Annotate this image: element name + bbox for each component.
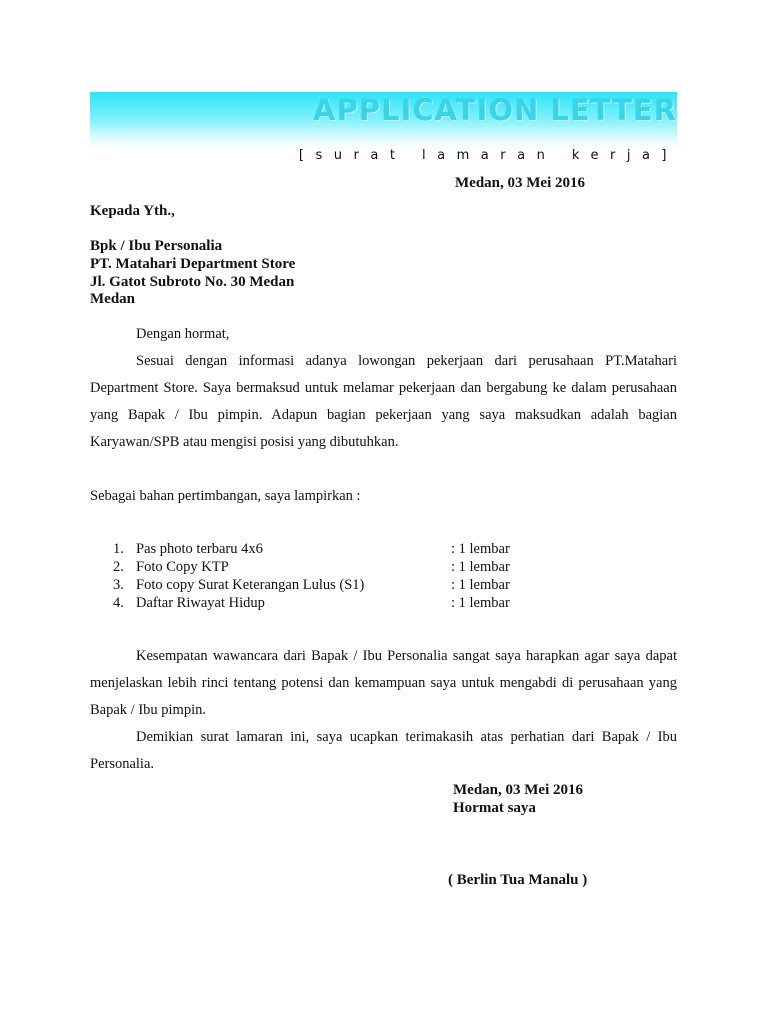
list-item-quantity: : 1 lembar	[451, 541, 510, 557]
list-item-number: 2.	[113, 559, 124, 575]
date-top: Medan, 03 Mei 2016	[455, 175, 585, 191]
title-banner	[90, 92, 677, 149]
list-item-number: 3.	[113, 577, 124, 593]
list-item-label: Foto Copy KTP	[136, 559, 229, 575]
closing-regards: Hormat saya	[453, 800, 536, 816]
list-item-quantity: : 1 lembar	[451, 559, 510, 575]
list-item-label: Daftar Riwayat Hidup	[136, 595, 265, 611]
attachments-intro: Sebagai bahan pertimbangan, saya lampirkan :	[90, 488, 361, 504]
list-item	[107, 540, 567, 558]
letter-title: APPLICATION LETTER	[313, 93, 677, 127]
salutation: Kepada Yth.,	[90, 203, 175, 219]
list-item-quantity: : 1 lembar	[451, 577, 510, 593]
list-item-quantity: : 1 lembar	[451, 595, 510, 611]
paragraph-intro: Sesuai dengan informasi adanya lowongan pekerjaan dari perusahaan PT.Matahari Department Store. Saya bermaksud untuk melamar pekerjaan dan bergabung ke dalam perusahaan yang Bapak / Ibu pimpin. Adapun bagian pekerjaan yang saya maksudkan adalah bagian Karyawan/SPB atau mengisi posisi yang dibutuhkan.	[90, 353, 677, 450]
greeting: Dengan hormat,	[136, 326, 230, 342]
list-item-label: Pas photo terbaru 4x6	[136, 541, 263, 557]
recipient-line-3: Jl. Gatot Subroto No. 30 Medan	[90, 274, 295, 290]
list-item	[107, 558, 567, 576]
recipient-line-2: PT. Matahari Department Store	[90, 256, 296, 272]
paragraph-closing: Demikian surat lamaran ini, saya ucapkan terimakasih atas perhatian dari Bapak / Ibu Personalia.	[90, 729, 677, 772]
list-item-number: 1.	[113, 541, 124, 557]
list-item-number: 4.	[113, 595, 124, 611]
list-item-label: Foto copy Surat Keterangan Lulus (S1)	[136, 577, 365, 593]
list-item	[107, 594, 567, 612]
recipient-line-1: Bpk / Ibu Personalia	[90, 238, 223, 254]
paragraph-interview: Kesempatan wawancara dari Bapak / Ibu Personalia sangat saya harapkan agar saya dapat menjelaskan lebih rinci tentang potensi dan kemampuan saya untuk mengabdi di perusahaan yang Bapak / Ibu pimpin.	[90, 648, 677, 718]
attachments-list	[107, 540, 567, 612]
closing-date: Medan, 03 Mei 2016	[453, 782, 583, 798]
recipient-line-4: Medan	[90, 291, 135, 307]
letter-subtitle: [surat lamaran kerja]	[298, 148, 678, 163]
signer-name: ( Berlin Tua Manalu )	[448, 872, 588, 888]
list-item	[107, 576, 567, 594]
